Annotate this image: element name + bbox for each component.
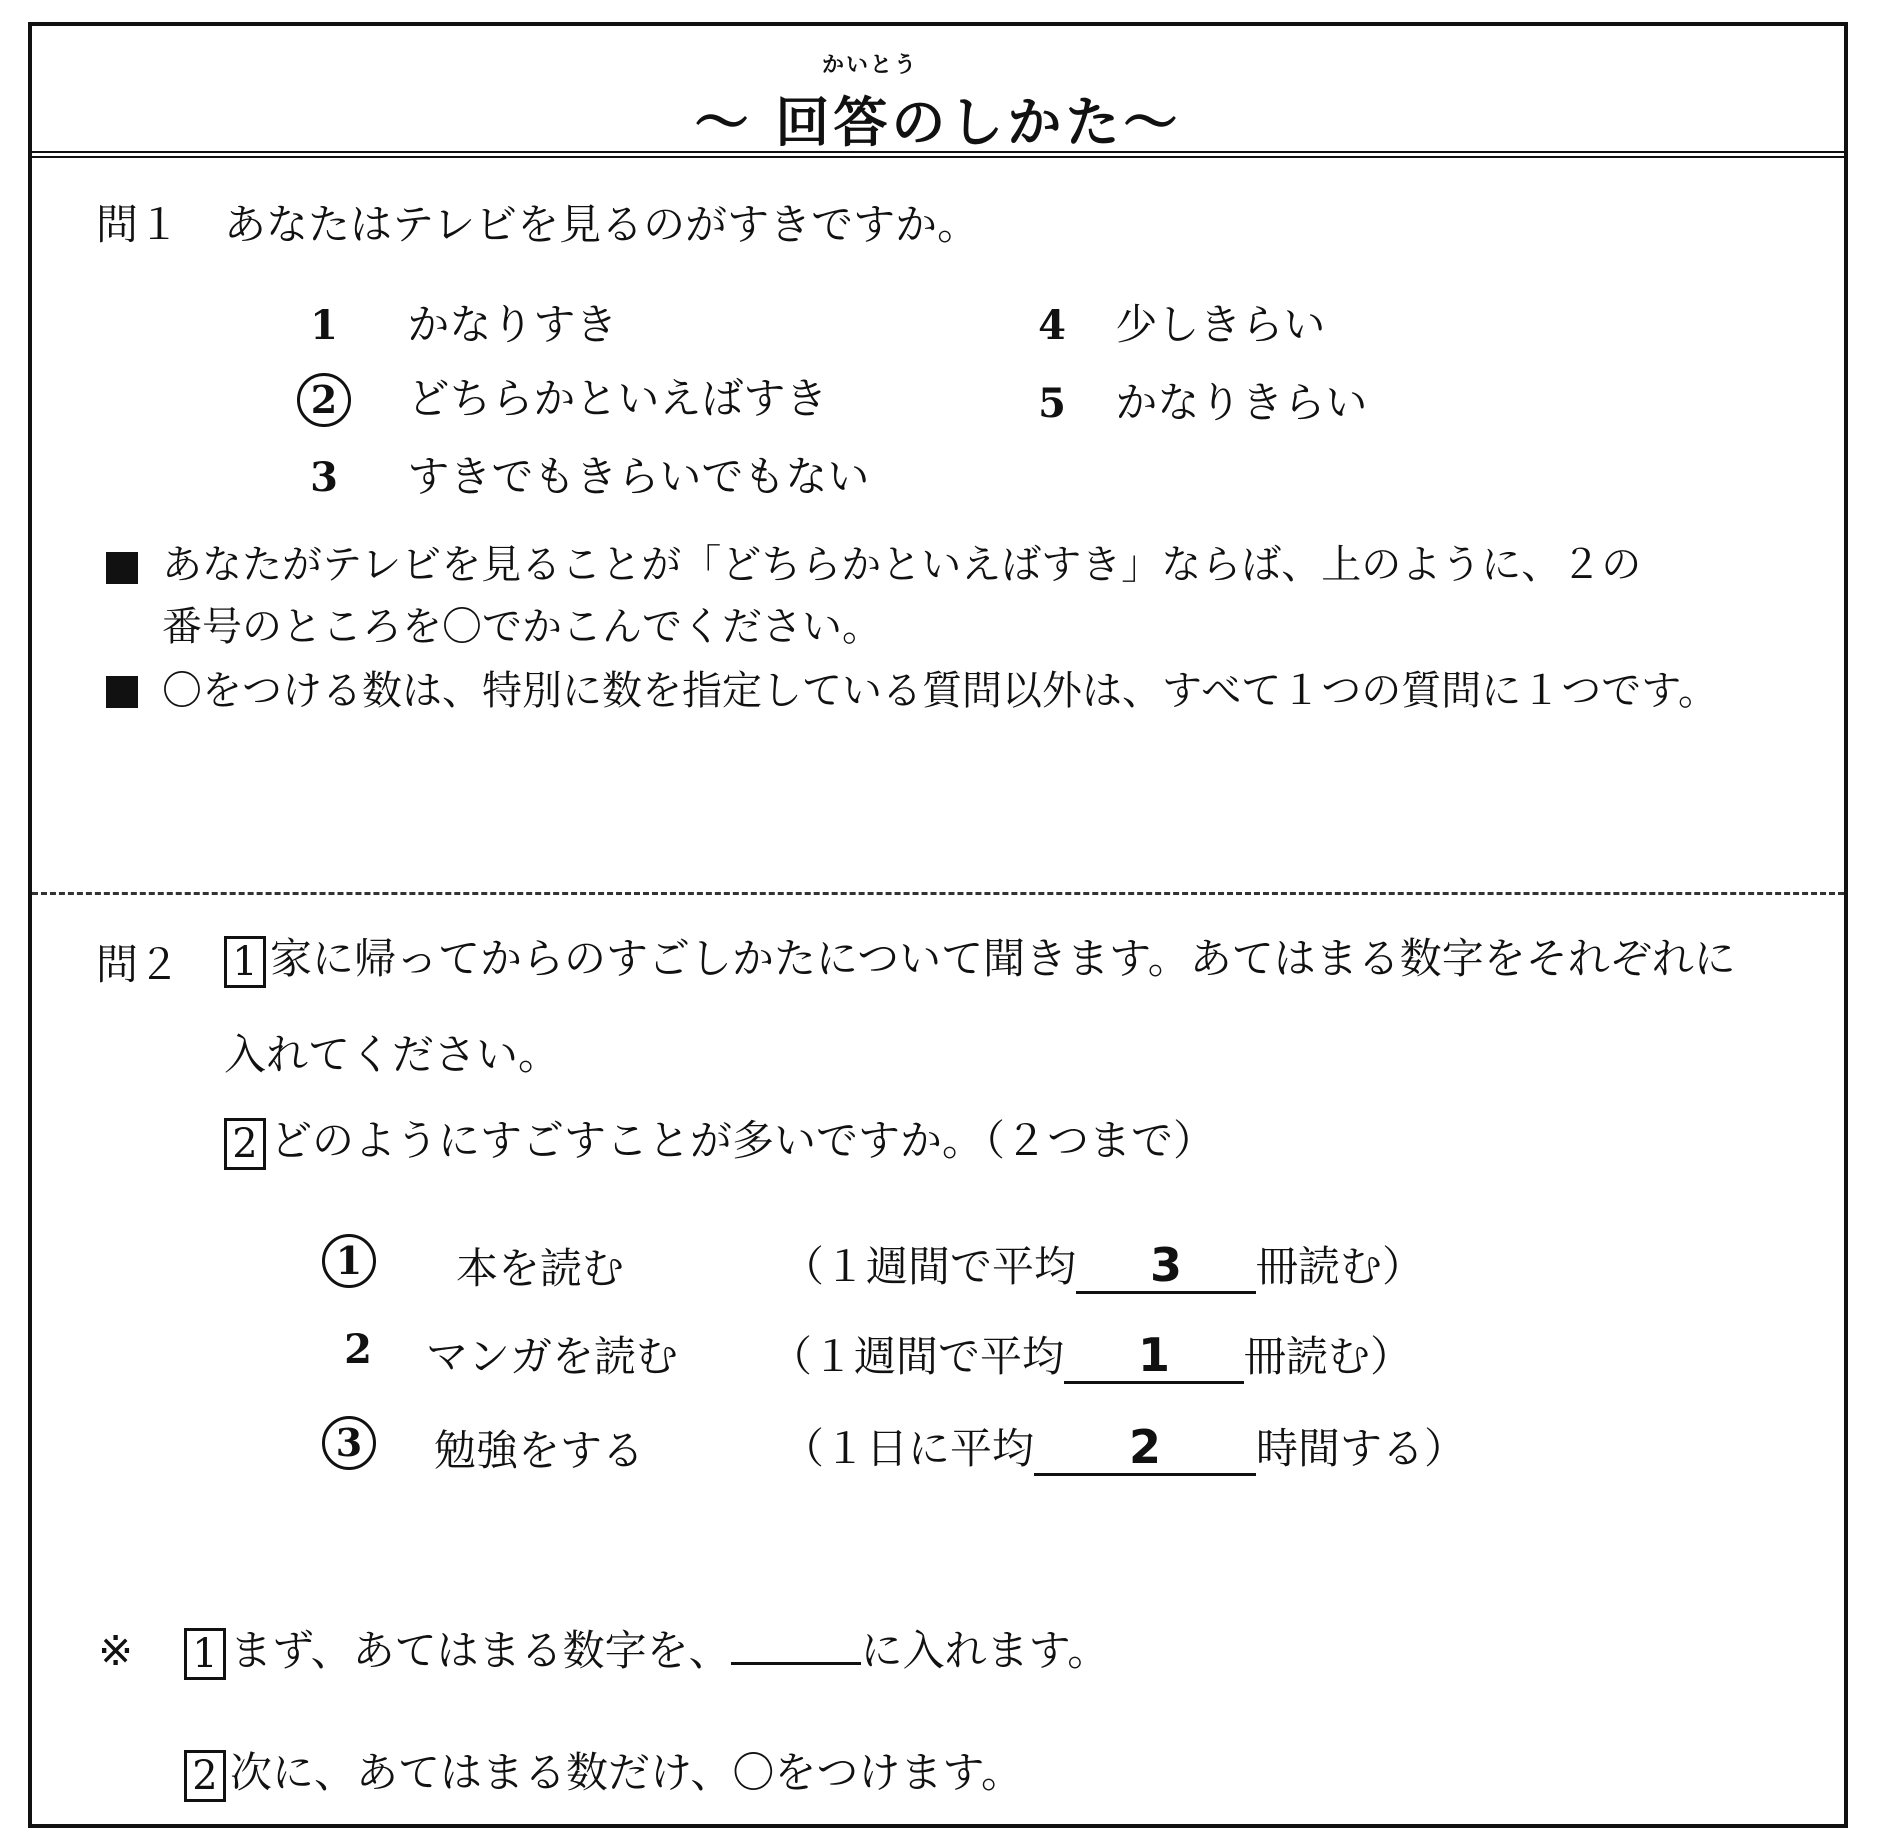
q2-item-2-answer <box>770 1324 1412 1384</box>
footnote-step-2 <box>184 1740 1023 1802</box>
title-box <box>32 26 1844 158</box>
answer-prefix: （１週間で平均 <box>770 1332 1065 1381</box>
step-2-text: 次に、あてはまる数だけ、〇をつけます。 <box>230 1748 1023 1797</box>
q2-item-2[interactable] <box>328 1324 388 1373</box>
answer-suffix: 時間する） <box>1256 1424 1467 1473</box>
footnote-step-1 <box>184 1618 1109 1680</box>
step-1-after: に入れます。 <box>860 1626 1110 1675</box>
answer-suffix: 冊読む） <box>1244 1332 1413 1381</box>
answer-blank[interactable]: 3 <box>1076 1239 1256 1294</box>
q1-option-3[interactable] <box>294 444 869 504</box>
part-number-box: 1 <box>224 936 266 988</box>
q2-part2-text: どのようにすごすことが多いですか。（２つまで） <box>270 1116 1216 1165</box>
page-title: ～ 回答のしかた～ <box>694 91 1182 154</box>
option-text: どちらかといえばすき <box>407 374 828 423</box>
q1-option-4[interactable] <box>1022 292 1325 352</box>
example-blank <box>731 1626 861 1665</box>
q2-item-1[interactable] <box>322 1234 376 1288</box>
part-number-box: 2 <box>224 1118 266 1170</box>
note-1 <box>162 534 1641 658</box>
item-number: 2 <box>344 1326 372 1373</box>
title-ruby: かいとう <box>822 53 919 78</box>
q2-part1-line-2: 入れてください。 <box>224 1030 561 1079</box>
q2-label: 問２ <box>96 940 181 989</box>
note-1-line-2: 番号のところを〇でかこんでください。 <box>162 604 882 650</box>
circled-option-number: 2 <box>297 373 351 427</box>
q1-question: あなたはテレビを見るのがすきですか。 <box>224 200 980 249</box>
step-number-box: 2 <box>184 1750 226 1802</box>
q2-item-1-activity: 本を読む <box>456 1244 625 1293</box>
q1-option-1[interactable] <box>294 292 617 352</box>
answer-blank[interactable]: 1 <box>1064 1329 1244 1384</box>
step-1-before: まず、あてはまる数字を、 <box>230 1626 731 1675</box>
note-2: 〇をつける数は、特別に数を指定している質問以外は、すべて１つの質問に１つです。 <box>162 668 1718 714</box>
step-number-box: 1 <box>184 1628 226 1680</box>
answer-prefix: （１週間で平均 <box>782 1242 1077 1291</box>
answer-blank[interactable]: 2 <box>1034 1421 1256 1476</box>
q2-item-3[interactable] <box>322 1416 376 1470</box>
q1-label: 問１ <box>96 200 181 249</box>
circled-item-number: 3 <box>322 1416 376 1470</box>
q2-item-3-activity: 勉強をする <box>434 1426 645 1475</box>
option-number: 3 <box>310 454 338 501</box>
answer-suffix: 冊読む） <box>1256 1242 1425 1291</box>
option-number: 4 <box>1038 302 1066 349</box>
circled-item-number: 1 <box>322 1234 376 1288</box>
option-number: 1 <box>310 302 338 349</box>
option-text: 少しきらい <box>1115 300 1326 349</box>
note-bullet <box>106 552 138 584</box>
q2-item-1-answer <box>782 1234 1424 1294</box>
instruction-frame <box>28 22 1848 1828</box>
q2-item-2-activity: マンガを読む <box>426 1332 679 1381</box>
option-text: かなりすき <box>407 300 618 349</box>
q2-part1-line-1: 家に帰ってからのすごしかたについて聞きます。あてはまる数字をそれぞれに <box>270 934 1736 983</box>
option-number: 5 <box>1038 380 1066 427</box>
note-1-line-1: あなたがテレビを見ることが「どちらかといえばすき」ならば、上のように、２の <box>162 542 1642 588</box>
q2-item-3-answer <box>782 1416 1466 1476</box>
q1-option-5[interactable] <box>1022 370 1367 430</box>
q1-option-2[interactable] <box>294 366 827 427</box>
q2-part1 <box>224 926 1736 988</box>
q2-part2 <box>224 1108 1215 1170</box>
answer-prefix: （１日に平均 <box>782 1424 1035 1473</box>
option-text: かなりきらい <box>1115 378 1368 427</box>
section-divider <box>32 892 1844 895</box>
footnote-mark: ※ <box>98 1626 134 1675</box>
option-text: すきでもきらいでもない <box>407 452 870 501</box>
note-bullet <box>106 676 138 708</box>
